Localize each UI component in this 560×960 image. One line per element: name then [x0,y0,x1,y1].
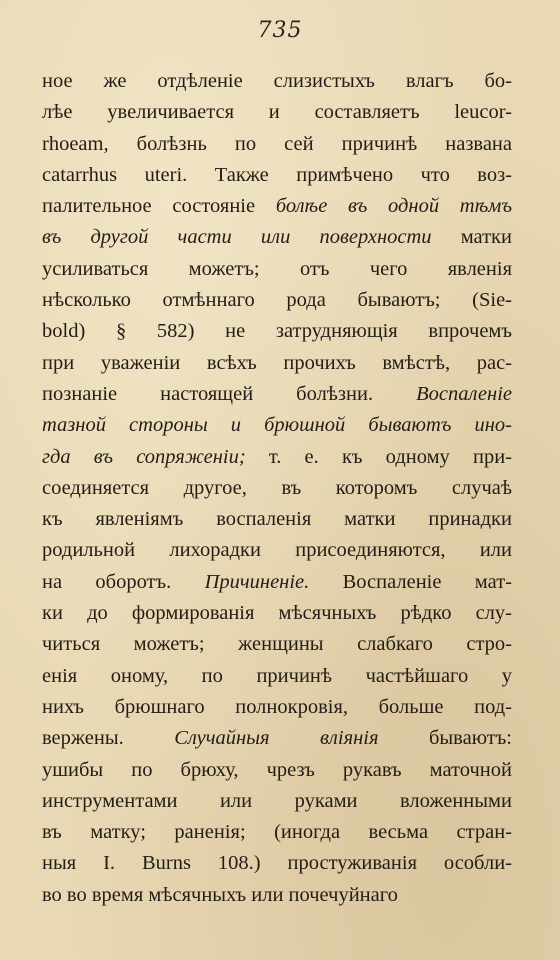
text-line [42,160,512,191]
text-segment: познаніе настоящей болѣзни. [42,382,417,405]
italic-text: тазной стороны и брюшной бываютъ ино- [42,414,512,437]
text-segment: нихъ брюшнаго полнокровія, больше под- [42,695,512,718]
text-segment: лѣе увеличивается и составляетъ leucor- [42,101,512,124]
text-segment: палительное состояніе [42,195,276,218]
text-line [42,848,512,879]
text-segment: при уваженіи всѣхъ прочихъ вмѣстѣ, рас- [42,351,512,374]
italic-text: болѣе въ одной тѣмъ [275,195,512,218]
text-segment: инструментами или руками вложенными [42,789,512,812]
text-segment: родильной лихорадки присоединяются, или [42,539,512,562]
text-segment: усиливаться можетъ; отъ чего явленія [42,257,512,280]
text-line [42,598,512,629]
text-line [42,817,512,848]
text-line [42,285,512,316]
text-line [42,66,512,97]
italic-text: въ другой части или поверхности [42,226,432,249]
text-segment: на оборотъ. [42,570,205,593]
text-segment: енія оному, по причинѣ частѣйшаго у [42,664,512,687]
text-line [42,504,512,535]
italic-text: Причиненіе. [204,570,310,593]
text-line [42,755,512,786]
text-segment: ное же отдѣленіе слизистыхъ влагъ бо- [42,70,512,92]
italic-text: гда въ сопряженіи; [42,445,246,468]
text-line [42,129,512,160]
text-line [42,97,512,128]
text-line [42,348,512,379]
text-segment: ки до формированія мѣсячныхъ рѣдко слу- [42,602,512,625]
text-line [42,410,512,441]
text-segment: во во время мѣсячныхъ или почечуйнаго [42,883,398,906]
text-segment: вержены. [42,727,175,750]
text-line [42,316,512,347]
text-line [42,222,512,253]
text-line [42,723,512,754]
text-segment: соединяется другое, въ которомъ случаѣ [42,476,512,499]
text-segment: читься можетъ; женщины слабкаго стро- [42,633,512,656]
text-segment: къ явленіямъ воспаленія матки принадки [42,508,512,531]
text-segment: бываютъ: [378,727,512,750]
italic-text: Случайныя вліянія [174,727,379,750]
text-line [42,786,512,817]
text-segment: rhoeam, болѣзнь по сей причинѣ названа [42,132,512,155]
text-segment: нѣсколько отмѣннаго рода бываютъ; (Sie- [42,289,512,312]
text-line [42,880,512,911]
text-line [42,379,512,410]
text-line [42,473,512,504]
text-segment: Воспаленіе мат- [309,570,512,593]
text-line [42,254,512,285]
text-line [42,191,512,222]
text-segment: ныя I. Burns 108.) простуживанія особли- [42,852,512,875]
text-segment: ушибы по брюху, чрезъ рукавъ маточной [42,758,512,781]
text-line [42,629,512,660]
page-number: 735 [257,18,303,43]
body-text [42,66,512,911]
text-segment: catarrhus uteri. Также примѣчено что воз- [42,163,512,186]
text-line [42,567,512,598]
italic-text: Воспаленіе [416,382,512,405]
text-segment: bold) § 582) не затрудняющія впрочемъ [42,320,512,343]
text-line [42,661,512,692]
text-line [42,442,512,473]
text-line [42,535,512,566]
text-segment: т. е. къ одному при- [245,445,512,468]
text-segment: матки [431,226,512,249]
text-line [42,692,512,723]
text-segment: въ матку; раненія; (иногда весьма стран- [42,821,512,844]
